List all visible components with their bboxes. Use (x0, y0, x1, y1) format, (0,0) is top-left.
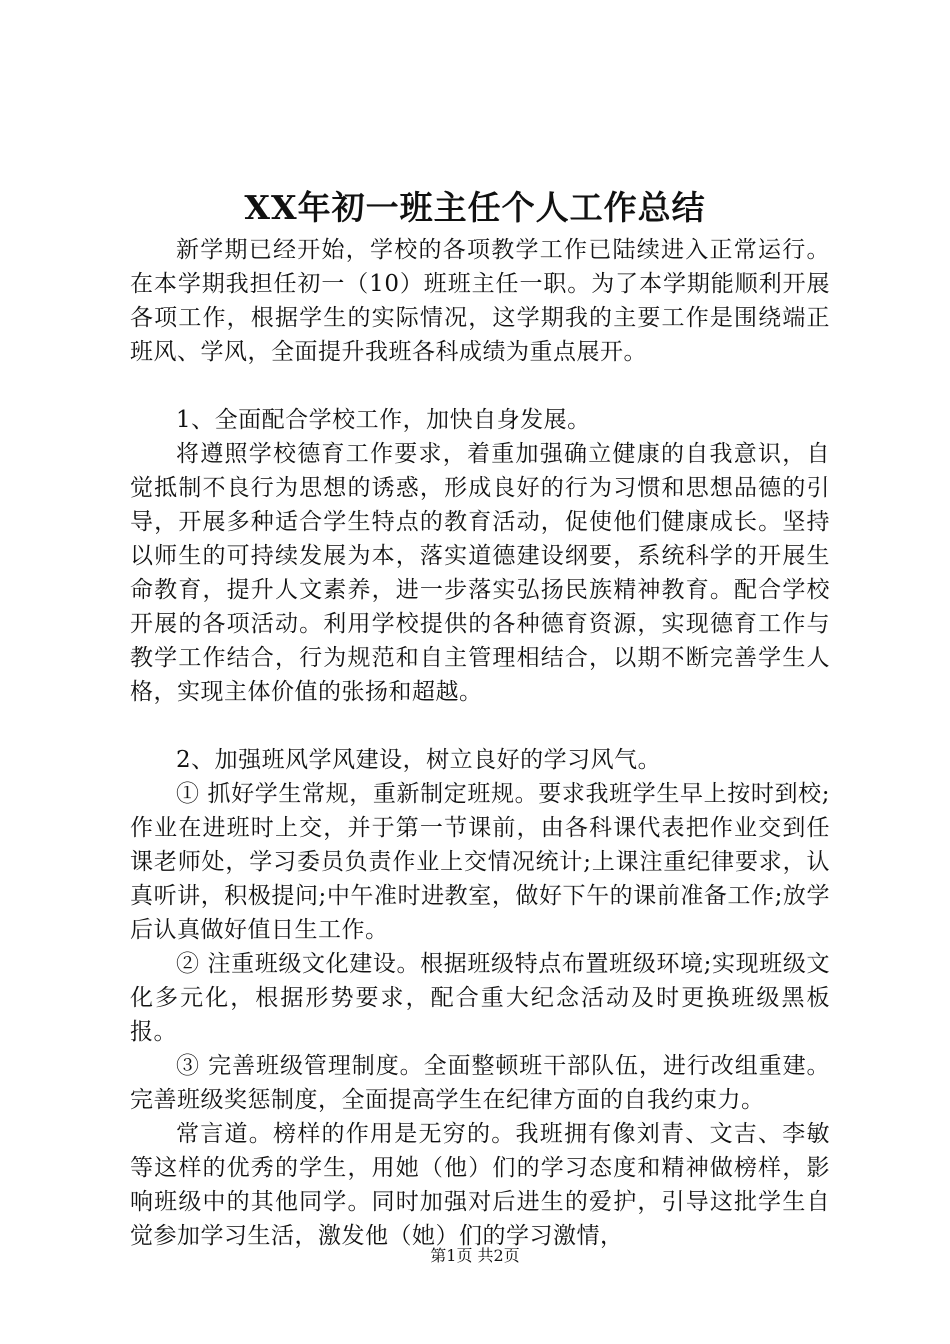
intro-paragraph: 新学期已经开始，学校的各项教学工作已陆续进入正常运行。在本学期我担任初一（10）班班主任一职。为了本学期能顺利开展各项工作，根据学生的实际情况，这学期我的主要工作是围绕端正班风、学风，全面提升我班各科成绩为重点展开。 (130, 237, 830, 365)
section-2-item-2: ② 注重班级文化建设。根据班级特点布置班级环境;实现班级文化多元化，根据形势要求，配合重大纪念活动及时更换班级黑板报。 (130, 951, 830, 1045)
paragraph-spacer (130, 369, 830, 403)
section-2-item-3: ③ 完善班级管理制度。全面整顿班干部队伍，进行改组重建。完善班级奖惩制度，全面提高学生在纪律方面的自我约束力。 (130, 1053, 830, 1113)
document-body (130, 233, 830, 1253)
paragraph-spacer (130, 709, 830, 743)
document-title: XX年初一班主任个人工作总结 (244, 188, 706, 227)
section-2-paragraph: 常言道。榜样的作用是无穷的。我班拥有像刘青、文吉、李敏等这样的优秀的学生，用她（他）们的学习态度和精神做榜样，影响班级中的其他同学。同时加强对后进生的爱护，引导这批学生自觉参加学习生活，激发他（她）们的学习激情， (130, 1121, 830, 1249)
section-heading-1: 1、全面配合学校工作，加快自身发展。 (176, 407, 591, 433)
page-footer: 第1页 共2页 (430, 1246, 520, 1265)
section-1-paragraph: 将遵照学校德育工作要求，着重加强确立健康的自我意识，自觉抵制不良行为思想的诱惑，形成良好的行为习惯和思想品德的引导，开展多种适合学生特点的教育活动，促使他们健康成长。坚持以师生的可持续发展为本，落实道德建设纲要，系统科学的开展生命教育，提升人文素养，进一步落实弘扬民族精神教育。配合学校开展的各项活动。利用学校提供的各种德育资源，实现德育工作与教学工作结合，行为规范和自主管理相结合，以期不断完善学生人格，实现主体价值的张扬和超越。 (130, 441, 830, 705)
section-2-item-1: ① 抓好学生常规，重新制定班规。要求我班学生早上按时到校;作业在进班时上交，并于第一节课前，由各科课代表把作业交到任课老师处，学习委员负责作业上交情况统计;上课注重纪律要求，认真听讲，积极提问;中午准时进教室，做好下午的课前准备工作;放学后认真做好值日生工作。 (130, 781, 830, 943)
section-heading-2: 2、加强班风学风建设，树立良好的学习风气。 (176, 747, 662, 773)
